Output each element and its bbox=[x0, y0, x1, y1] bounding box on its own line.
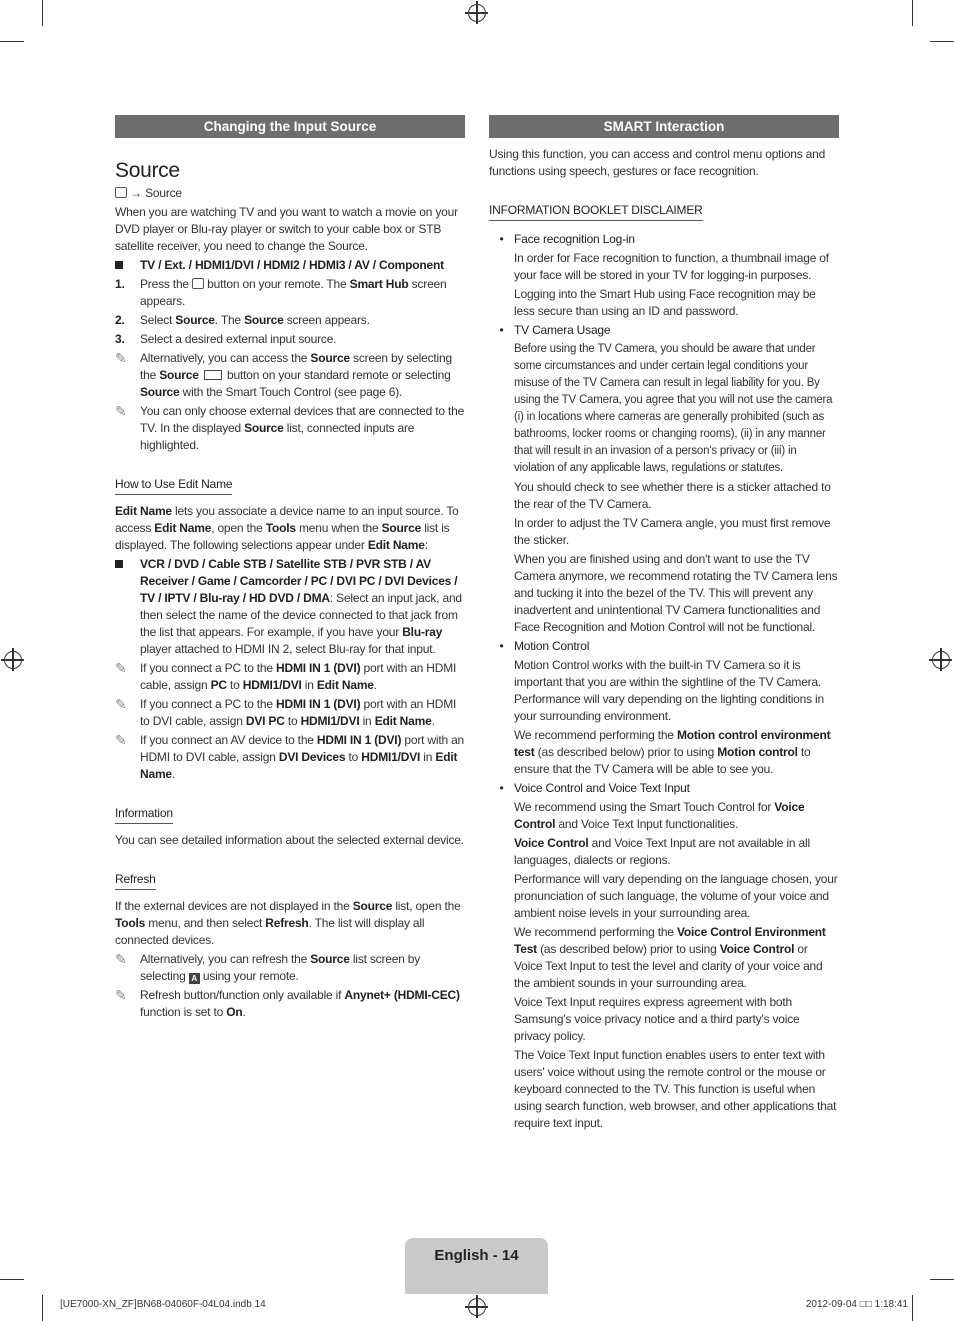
paragraph: We recommend using the Smart Touch Control for Voice Control and Voice Text Input functionalities. bbox=[514, 800, 805, 831]
page-number-tab bbox=[405, 1238, 548, 1294]
crop-mark bbox=[42, 0, 43, 26]
note-pencil-icon: ✎ bbox=[115, 660, 127, 676]
paragraph: In order for Face recognition to function, a thumbnail image of your face will be stored in your TV for logging-in purposes. bbox=[514, 251, 829, 282]
paragraph: Performance will vary depending on the language chosen, your pronunciation of such language, the volume of your voice and ambient noise levels in your surrounding area. bbox=[514, 872, 838, 920]
note: ✎ You can only choose external devices that are connected to the TV. In the displayed Source list, connected inputs are highlighted. bbox=[115, 403, 465, 452]
note: ✎ If you connect a PC to the HDMI IN 1 (DVI) port with an HDMI cable, assign PC to HDMI1/DVI in Edit Name. bbox=[115, 660, 457, 692]
source-list: TV / Ext. / HDMI1/DVI / HDMI2 / HDMI3 / AV / Component bbox=[115, 257, 465, 274]
a-button-icon: A bbox=[189, 973, 200, 984]
right-column bbox=[489, 115, 839, 1134]
subheading-edit-name: How to Use Edit Name bbox=[115, 476, 232, 495]
registration-mark-icon bbox=[4, 651, 22, 669]
page-title: Source bbox=[115, 159, 180, 182]
square-bullet-icon bbox=[115, 261, 123, 269]
crop-mark bbox=[930, 1279, 954, 1280]
information-text: You can see detailed information about the selected external device. bbox=[115, 833, 464, 847]
bullet-voice-control: • Voice Control and Voice Text Input bbox=[499, 781, 690, 795]
note-pencil-icon: ✎ bbox=[115, 951, 127, 967]
square-bullet-icon bbox=[115, 560, 123, 568]
note-pencil-icon: ✎ bbox=[115, 732, 127, 748]
intro-text: When you are watching TV and you want to watch a movie on your DVD player or Blu-ray player or switch to your cable box or STB satellite receiver, you need to change the Source. bbox=[115, 205, 458, 253]
menu-icon bbox=[192, 278, 204, 289]
bullet-face-recognition: • Face recognition Log-in bbox=[499, 232, 635, 246]
device-list: VCR / DVD / Cable STB / Satellite STB / PVR STB / AV Receiver / Game / Camcorder / PC / DVI PC / DVI Devices / TV / IPTV / Blu-ray / HD DVD / DMA: Select an input jack, and then select the name of the device connected to that jack from the list that appears. For example, if you have your Blu-ray player attached to HDMI IN 2, select Blu-ray for that input. bbox=[115, 556, 465, 658]
note: ✎ Refresh button/function only available if Anynet+ (HDMI-CEC) function is set to On. bbox=[115, 987, 460, 1019]
refresh-text: If the external devices are not displayed in the Source list, open the Tools menu, and then select Refresh. The list will display all connected devices. bbox=[115, 899, 461, 947]
registration-mark-icon bbox=[932, 651, 950, 669]
footer-timestamp: 2012-09-04 □□ 1:18:41 bbox=[805, 1299, 908, 1310]
note-pencil-icon: ✎ bbox=[115, 987, 127, 1003]
menu-path: → Source bbox=[115, 185, 465, 202]
crop-mark bbox=[0, 1279, 24, 1280]
subheading-refresh: Refresh bbox=[115, 871, 156, 890]
section-banner: Changing the Input Source bbox=[115, 115, 465, 138]
bullet-motion-control: • Motion Control bbox=[499, 639, 590, 653]
edit-name-text: Edit Name lets you associate a device name to an input source. To access Edit Name, open the Tools menu when the Source list is displayed. The following selections appear under Edit Name: bbox=[115, 504, 459, 552]
note: ✎ If you connect a PC to the HDMI IN 1 (DVI) port with an HDMI to DVI cable, assign DVI PC to HDMI1/DVI in Edit Name. bbox=[115, 696, 457, 728]
paragraph: In order to adjust the TV Camera angle, you must first remove the sticker. bbox=[514, 516, 831, 547]
note-pencil-icon: ✎ bbox=[115, 696, 127, 712]
footer-file-info: [UE7000-XN_ZF]BN68-04060F-04L04.indb 14 bbox=[60, 1299, 266, 1310]
note-pencil-icon: ✎ bbox=[115, 350, 127, 366]
note: ✎ If you connect an AV device to the HDMI IN 1 (DVI) port with an HDMI to DVI cable, assign DVI Devices to HDMI1/DVI in Edit Name. bbox=[115, 732, 465, 781]
crop-mark bbox=[912, 0, 913, 26]
paragraph: When you are finished using and don't want to use the TV Camera anymore, we recommend rotating the TV Camera lens and tucking it into the bezel of the TV. This will prevent any inadvertent and unintentional TV Camera functionalities and Face Recognition and Motion Control will not be functional. bbox=[514, 552, 838, 634]
subheading-information: Information bbox=[115, 805, 173, 824]
bullet-tv-camera: • TV Camera Usage bbox=[499, 323, 611, 337]
registration-mark-icon bbox=[468, 4, 486, 22]
crop-mark bbox=[930, 41, 954, 42]
note: ✎ Alternatively, you can access the Source screen by selecting the Source button on your standard remote or selecting Source with the Smart Touch Control (see page 6). bbox=[115, 350, 452, 399]
paragraph: You should check to see whether there is a sticker attached to the rear of the TV Camera. bbox=[514, 480, 831, 511]
paragraph: We recommend performing the Voice Control Environment Test (as described below) prior to using Voice Control or Voice Text Input to test the level and clarity of your voice and the ambient sounds in your surrounding area. bbox=[514, 925, 826, 990]
paragraph: Voice Text Input requires express agreement with both Samsung's voice privacy notice and a third party's voice privacy policy. bbox=[514, 995, 800, 1043]
step-1: 1. Press the button on your remote. The Smart Hub screen appears. bbox=[115, 277, 447, 308]
section-banner: SMART Interaction bbox=[489, 115, 839, 138]
intro-text: Using this function, you can access and control menu options and functions using speech, gestures or face recognition. bbox=[489, 147, 826, 178]
paragraph: Logging into the Smart Hub using Face recognition may be less secure than using an ID and password. bbox=[514, 287, 816, 318]
registration-mark-icon bbox=[468, 1298, 486, 1316]
note: ✎ Alternatively, you can refresh the Source list screen by selecting A using your remote. bbox=[115, 951, 421, 983]
source-button-icon bbox=[204, 370, 222, 380]
note-pencil-icon: ✎ bbox=[115, 403, 127, 419]
paragraph: Voice Control and Voice Text Input are not available in all languages, dialects or regions. bbox=[514, 836, 810, 867]
menu-icon bbox=[115, 187, 127, 198]
paragraph: The Voice Text Input function enables users to enter text with users' voice without using the remote control or the mouse or keyboard connected to the TV. This function is useful when using search function, web browser, and other applications that require text input. bbox=[514, 1048, 837, 1130]
paragraph: Motion Control works with the built-in TV Camera so it is important that you are within the sightline of the TV Camera. Performance will vary depending on the lighting conditions in your surrounding environment. bbox=[514, 658, 824, 723]
crop-mark bbox=[912, 1295, 913, 1321]
crop-mark bbox=[0, 41, 24, 42]
step-3: 3. Select a desired external input source. bbox=[115, 332, 337, 346]
paragraph: We recommend performing the Motion control environment test (as described below) prior to using Motion control to ensure that the TV Camera will be able to see you. bbox=[514, 728, 831, 776]
page-number: English - 14 bbox=[434, 1247, 519, 1264]
left-column bbox=[115, 115, 465, 1023]
paragraph: Before using the TV Camera, you should be aware that under some circumstances and under certain legal conditions your misuse of the TV Camera can result in legal liability for you. By using the TV Camera, you agree that you will not use the camera (i) in locations where cameras are generally prohibited (such as bathrooms, locker rooms or changing rooms), (ii) in any manner that will result in an invasion of a person's privacy or (iii) in violation of any applicable laws, regulations or statutes. bbox=[514, 343, 833, 474]
step-2: 2. Select Source. The Source screen appears. bbox=[115, 313, 370, 327]
subheading-disclaimer: INFORMATION BOOKLET DISCLAIMER bbox=[489, 202, 703, 221]
crop-mark bbox=[42, 1295, 43, 1321]
